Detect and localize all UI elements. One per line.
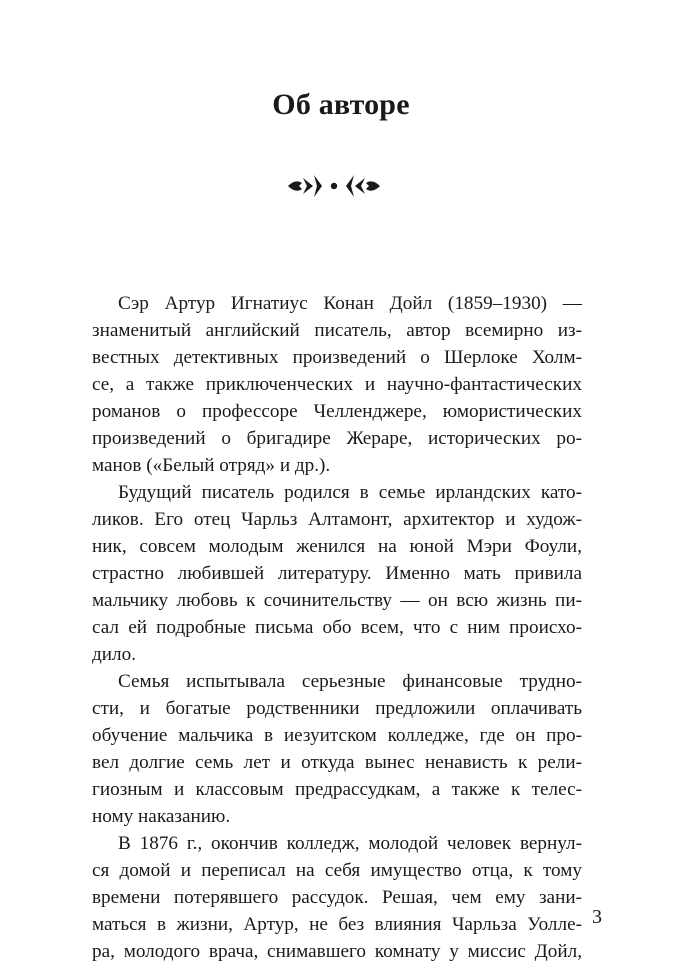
text-line: Сэр Артур Игнатиус Конан Дойл (1859–1930) — (118, 293, 582, 314)
text-line: ликов. Его отец Чарльз Алтамонт, архитектор и худож- (92, 509, 582, 530)
text-line: произведений о бригадире Жераре, исторических ро- (92, 428, 582, 449)
text-line: сти, и богатые родственники предложили оплачивать (92, 698, 582, 719)
text-line: романов о профессоре Челленджере, юмористических (92, 401, 582, 422)
text-line: манов («Белый отряд» и др.). (92, 455, 331, 476)
text-line: знаменитый английский писатель, автор всемирно из- (92, 320, 582, 341)
text-line: ник, совсем молодым женился на юной Мэри Фоули, (92, 536, 582, 557)
page-number: 3 (592, 906, 602, 928)
text-line: ся домой и переписал на себя имущество отца, к тому (92, 860, 582, 881)
text-line: Семья испытывала серьезные финансовые трудно- (118, 671, 582, 692)
text-line: вестных детективных произведений о Шерлоке Холм- (92, 347, 582, 368)
text-line: обучение мальчика в иезуитском колледже, где он про- (92, 725, 582, 746)
text-line: Будущий писатель родился в семье ирландских като- (118, 482, 582, 503)
text-line: времени потерявшего рассудок. Решая, чем ему зани- (92, 887, 582, 908)
text-line: вел долгие семь лет и откуда вынес ненависть к рели- (92, 752, 582, 773)
text-line: дило. (92, 644, 136, 665)
text-line: гиозным и классовым предрассудкам, а также к телес- (92, 779, 582, 800)
text-line: сал ей подробные письма обо всем, что с ним происхо- (92, 617, 582, 638)
ornament-icon (287, 172, 381, 200)
text-line: В 1876 г., окончив колледж, молодой человек вернул- (118, 833, 582, 854)
text-line: ра, молодого врача, снимавшего комнату у миссис Дойл, (92, 941, 582, 962)
text-line: се, а также приключенческих и научно-фантастических (92, 374, 582, 395)
chapter-heading: Об авторе (272, 88, 410, 121)
text-line: маться в жизни, Артур, не без влияния Чарльза Уолле- (92, 914, 582, 935)
text-line: мальчику любовь к сочинительству — он всю жизнь пи- (92, 590, 582, 611)
text-line: ному наказанию. (92, 806, 231, 827)
body-text (92, 290, 582, 965)
text-line: страстно любившей литературу. Именно мать привила (92, 563, 582, 584)
